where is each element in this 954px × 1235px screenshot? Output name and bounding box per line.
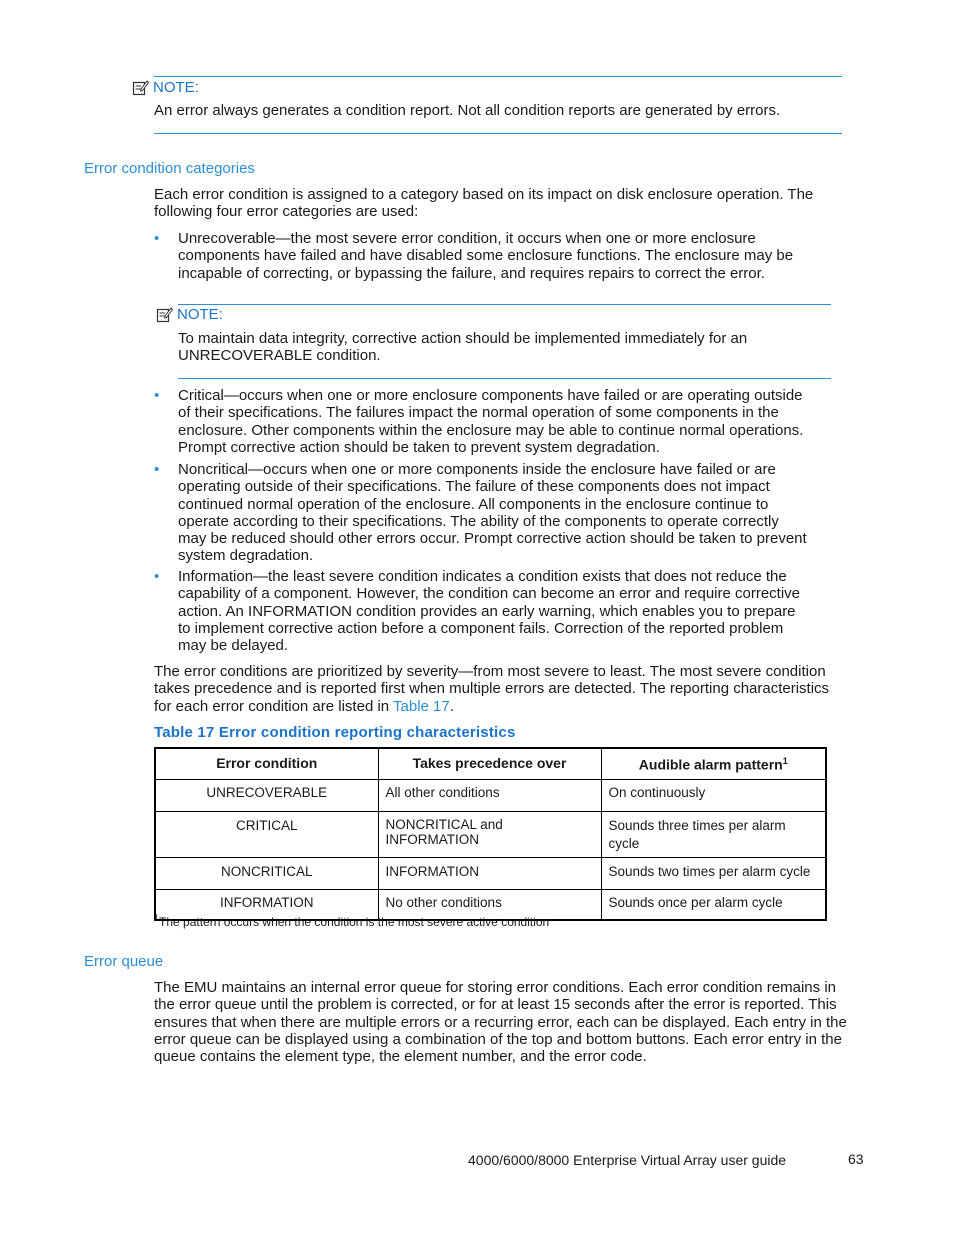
bullet-line: operating outside of their specifications. The failure of these components does not impact	[178, 478, 770, 496]
bullet-line: action. An INFORMATION condition provides an early warning, which enables you to prepare	[178, 602, 796, 620]
note2-text	[178, 330, 747, 365]
bullet-line: Unrecoverable—the most severe error condition, it occurs when one or more enclosure	[178, 230, 756, 247]
bullet-line: may be delayed.	[178, 637, 289, 655]
summary-paragraph	[154, 663, 829, 715]
note2-bottom-rule	[178, 378, 831, 379]
intro-line: Each error condition is assigned to a category based on its impact on disk enclosure operation. The	[154, 186, 814, 203]
note2-line: To maintain data integrity, corrective action should be implemented immediately for an	[178, 330, 748, 347]
table-row	[155, 858, 826, 890]
bullet-line: components have failed and have disabled some enclosure functions. The enclosure may be	[178, 247, 794, 265]
paragraph-line: ensures that when there are multiple errors or a recurring error, each can be displayed. Each entry in the	[154, 1013, 847, 1031]
table-cell: NONCRITICAL	[155, 858, 378, 890]
intro-line: following four error categories are used:	[154, 203, 419, 221]
paragraph-line: error queue can be displayed using a combination of the top and bottom buttons. Each error entry in the	[154, 1030, 842, 1048]
note-pencil-icon	[132, 79, 149, 96]
bullet-line: Prompt corrective action should be taken to prevent system degradation.	[178, 438, 660, 456]
table-header: Takes precedence over	[378, 748, 601, 780]
table-cell: CRITICAL	[155, 812, 378, 858]
table-cell: INFORMATION	[378, 858, 601, 890]
bullet-information	[178, 568, 800, 654]
header-text: Audible alarm pattern	[638, 757, 783, 774]
table-cell	[378, 812, 601, 858]
note2-top-rule	[178, 304, 831, 305]
summary-line	[154, 698, 829, 715]
table-row	[155, 812, 826, 858]
note2-label: NOTE:	[177, 306, 223, 323]
cell-line: NONCRITICAL and	[385, 817, 503, 832]
note2-heading	[156, 306, 223, 324]
bullet-line: to implement corrective action before a component fails. Correction of the reported problem	[178, 619, 784, 637]
note2-line: UNRECOVERABLE condition.	[178, 347, 381, 365]
note-heading	[132, 79, 199, 97]
table-cell: Sounds two times per alarm cycle	[601, 858, 826, 890]
bullet-line: Information—the least severe condition indicates a condition exists that does not reduce the	[178, 568, 787, 585]
table-header: Error condition	[155, 748, 378, 780]
table-cell: All other conditions	[378, 780, 601, 812]
paragraph-line: queue contains the element type, the element number, and the error code.	[154, 1048, 647, 1066]
summary-line: The error conditions are prioritized by severity—from most severe to least. The most severe condition	[154, 663, 826, 680]
bullet-marker: •	[154, 230, 160, 247]
table-header	[601, 748, 826, 780]
table-row	[155, 780, 826, 812]
bullet-line: Critical—occurs when one or more enclosure components have failed or are operating outside	[178, 387, 803, 404]
table-footnote	[154, 910, 549, 932]
section-heading-error-condition-categories: Error condition categories	[84, 160, 255, 177]
summary-text: for each error condition are listed in	[154, 697, 394, 715]
bullet-marker: •	[154, 461, 160, 478]
table-cell: INFORMATION	[155, 890, 378, 921]
paragraph-line: the error queue until the problem is corrected, or for at least 15 seconds after the error is reported. This	[154, 996, 837, 1014]
bullet-line: Noncritical—occurs when one or more components inside the enclosure have failed or are	[178, 461, 776, 478]
bullet-marker: •	[154, 387, 160, 404]
bullet-unrecoverable	[178, 230, 793, 282]
table-header-row	[155, 748, 826, 780]
page-number: 63	[848, 1151, 864, 1167]
footnote-mark: 1	[154, 913, 160, 923]
error-queue-paragraph	[154, 979, 847, 1065]
bullet-line: of their specifications. The failures impact the normal operation of some components in the	[178, 404, 779, 422]
note-top-rule	[154, 76, 842, 77]
bullet-critical	[178, 387, 803, 456]
footnote-text: The pattern occurs when the condition is the most severe active condition	[159, 915, 550, 929]
bullet-line: capability of a component. However, the condition can become an error and require corrective	[178, 585, 801, 603]
table-17-link[interactable]: Table 17	[393, 697, 450, 715]
summary-period: .	[449, 697, 454, 715]
table-cell: On continuously	[601, 780, 826, 812]
bullet-line: system degradation.	[178, 547, 314, 565]
footnote-ref: 1	[782, 756, 788, 767]
bullet-line: operate according to their specifications. The ability of the components to operate correctly	[178, 512, 779, 530]
section-heading-error-queue: Error queue	[84, 953, 164, 970]
note-text: An error always generates a condition report. Not all condition reports are generated by errors.	[154, 102, 781, 119]
bullet-line: enclosure. Other components within the enclosure may be able to continue normal operations.	[178, 421, 804, 439]
bullet-marker: •	[154, 568, 160, 585]
paragraph-line: The EMU maintains an internal error queue for storing error conditions. Each error condition remains in	[154, 979, 836, 996]
note-bottom-rule	[154, 133, 842, 134]
bullet-line: may be reduced should other errors occur. Prompt corrective action should be taken to prevent	[178, 530, 807, 548]
bullet-line: incapable of correcting, or bypassing the failure, and requires repairs to correct the error.	[178, 264, 765, 282]
table-cell: No other conditions	[378, 890, 601, 921]
cell-line: INFORMATION	[385, 832, 479, 847]
table-cell: Sounds once per alarm cycle	[601, 890, 826, 921]
note-pencil-icon	[156, 306, 173, 323]
error-condition-table	[154, 747, 827, 921]
intro-paragraph	[154, 186, 813, 221]
table-cell: UNRECOVERABLE	[155, 780, 378, 812]
summary-line: takes precedence and is reported first when multiple errors are detected. The reporting characteristics	[154, 680, 830, 698]
table-cell: Sounds three times per alarm cycle	[601, 812, 826, 858]
note-label: NOTE:	[153, 79, 199, 96]
table-title: Table 17 Error condition reporting characteristics	[154, 724, 516, 741]
bullet-noncritical	[178, 461, 807, 565]
footer-title: 4000/6000/8000 Enterprise Virtual Array user guide	[468, 1152, 787, 1168]
bullet-line: continued normal operation of the enclosure. All components in the enclosure continue to	[178, 495, 769, 513]
